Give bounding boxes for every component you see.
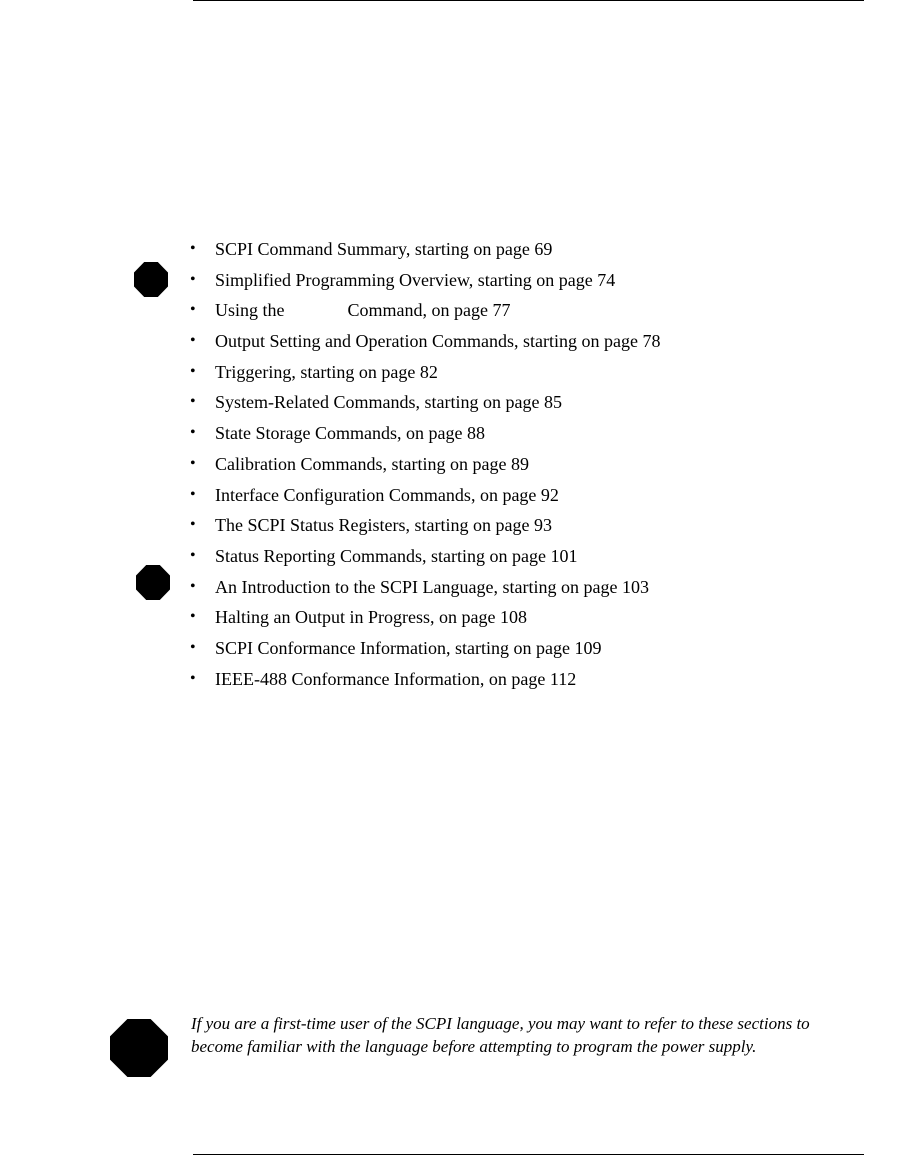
page-reference: , starting on page 82 [291,361,438,382]
bullet-icon: • [190,485,196,503]
topic-title: Calibration Commands [215,453,383,474]
page-reference: , on page 92 [470,484,559,505]
bullet-icon: • [190,424,196,442]
list-item [190,326,810,357]
topic-title: Using the Command [215,300,423,321]
bullet-icon: • [190,270,196,288]
page-reference: , starting on page 89 [382,453,529,474]
page-reference: , starting on page 93 [405,515,552,536]
list-item [190,418,810,449]
bullet-icon: • [190,546,196,564]
octagon-marker-icon [136,565,170,600]
topic-title: IEEE-488 Conformance Information [215,668,480,689]
list-item [190,572,810,603]
note-octagon-icon [110,1019,168,1077]
bottom-rule [193,1154,864,1155]
bullet-icon: • [190,608,196,626]
list-item [190,541,810,572]
bullet-icon: • [190,332,196,350]
list-item [190,602,810,633]
page-reference: , starting on page 101 [422,545,578,566]
list-item [190,387,810,418]
topic-title: Simplified Programming Overview [215,269,469,290]
bullet-icon: • [190,669,196,687]
topic-title: SCPI Command Summary [215,239,406,259]
list-item [190,357,810,388]
bullet-icon: • [190,301,196,319]
top-rule [193,0,864,1]
topic-title: System-Related Commands [215,392,416,413]
topic-title: The SCPI Status Registers [215,515,406,536]
page-reference: , starting on page 103 [493,576,649,597]
list-item [190,664,810,695]
bullet-icon: • [190,454,196,472]
page-reference: , on page 88 [396,423,485,444]
page-reference: , starting on page 74 [468,269,616,290]
page-reference: , starting on page 78 [513,331,661,352]
topic-title: Status Reporting Commands [215,545,422,566]
topic-title: Halting an Output in Progress [215,607,430,628]
list-item [190,295,810,326]
list-item [190,234,810,265]
bullet-icon: • [190,638,196,656]
page-reference: , on page 77 [422,300,511,321]
bullet-icon: • [190,393,196,411]
list-item [190,633,810,664]
list-item [190,449,810,480]
topic-list [190,234,810,694]
list-item [190,480,810,511]
topic-title: Triggering [215,361,292,382]
page-reference: , starting on page 69 [405,239,553,259]
bullet-icon: • [190,577,196,595]
topic-title: An Introduction to the SCPI Language [215,576,494,597]
page-reference: , starting on page 109 [445,637,602,658]
list-item [190,265,810,296]
note-text: If you are a first-time user of the SCPI language, you may want to refer to these sections to become familiar with the language before attempting to program the power supply. [191,1014,810,1056]
topic-title: State Storage Commands [215,423,397,444]
bullet-icon: • [190,516,196,534]
octagon-marker-icon [134,262,168,297]
list-item [190,510,810,541]
bullet-icon: • [190,240,196,257]
page-reference: , on page 108 [429,607,527,628]
topic-title: Output Setting and Operation Commands [215,331,514,352]
bullet-icon: • [190,362,196,380]
topic-title: Interface Configuration Commands [215,484,471,505]
topic-title: SCPI Conformance Information [215,637,446,658]
page-reference: , on page 112 [479,668,577,689]
page-reference: , starting on page 85 [415,392,562,413]
